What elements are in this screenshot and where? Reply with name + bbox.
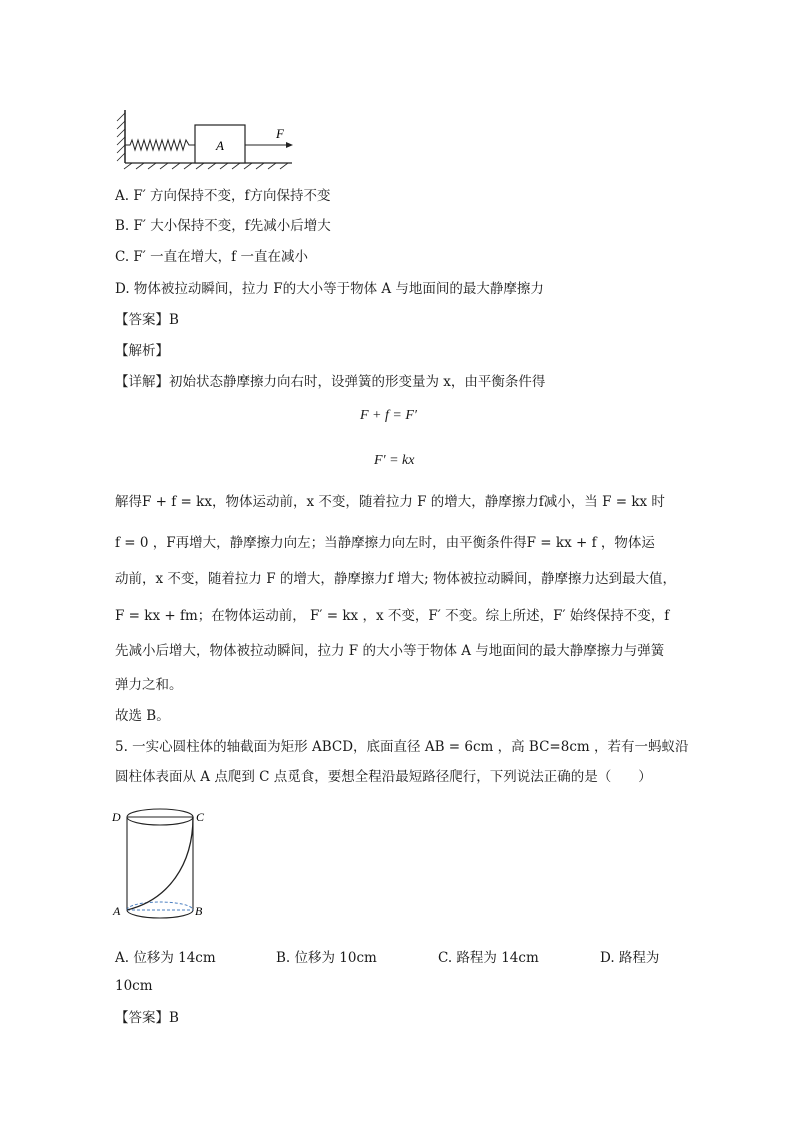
detail-para-5: 先减小后增大，物体被拉动瞬间，拉力 F 的大小等于物体 A 与地面间的最大静摩擦力与弹簧	[115, 643, 665, 659]
detail-para-3: 动前，x 不变，随着拉力 F 的增大，静摩擦力f 增大; 物体被拉动瞬间，静摩擦力达到最大值，	[115, 571, 676, 587]
option-a: A. F′ 方向保持不变，f方向保持不变	[115, 188, 331, 204]
answer-label: 【答案】B	[115, 312, 179, 328]
equation-2: F′ = kx	[374, 453, 415, 468]
detail-para-2: f = 0 ，F再增大，静摩擦力向左；当静摩擦力向左时，由平衡条件得F = kx + f ，物体运	[115, 535, 655, 551]
choice-conclusion: 故选 B。	[115, 708, 170, 724]
label-c: C	[196, 810, 205, 824]
option-b: B. F′ 大小保持不变，f先减小后增大	[115, 218, 331, 234]
question-5-line-2: 圆柱体表面从 A 点爬到 C 点觅食，要想全程沿最短路径爬行，下列说法正确的是（ ）	[115, 769, 652, 785]
label-d: D	[112, 810, 121, 824]
spring	[125, 140, 195, 150]
q5-option-c: C. 路程为 14cm	[438, 950, 539, 966]
label-b: B	[195, 904, 203, 918]
force-label: F	[276, 126, 284, 141]
analysis-label: 【解析】	[115, 343, 169, 359]
q5-option-d: D. 路程为	[600, 950, 660, 966]
detail-para-1: 解得F + f = kx，物体运动前，x 不变，随着拉力 F 的增大，静摩擦力f减小，当 F = kx 时	[115, 494, 665, 510]
equation-1: F + f = F′	[360, 408, 417, 423]
label-a: A	[113, 904, 121, 918]
q5-option-b: B. 位移为 10cm	[276, 950, 377, 966]
q5-option-d-cont: 10cm	[115, 978, 153, 994]
option-d: D. 物体被拉动瞬间，拉力 F的大小等于物体 A 与地面间的最大静摩擦力	[115, 281, 544, 297]
detail-para-4: F = kx + fm；在物体运动前， F′ = kx ，x 不变，F′ 不变。综上所述，F′ 始终保持不变，f	[115, 608, 670, 624]
option-c: C. F′ 一直在增大，f 一直在减小	[115, 249, 308, 265]
question-5-line-1: 5. 一实心圆柱体的轴截面为矩形 ABCD，底面直径 AB = 6cm ，高 BC=8cm ，若有一蚂蚁沿	[115, 739, 689, 755]
answer-label-2: 【答案】B	[115, 1010, 179, 1026]
ant-path	[127, 817, 193, 910]
spring-block-figure	[110, 105, 300, 170]
block-label: A	[216, 138, 224, 153]
detail-line-1: 【详解】初始状态静摩擦力向右时，设弹簧的形变量为 x，由平衡条件得	[115, 374, 546, 390]
cylinder-figure	[108, 805, 218, 925]
q5-option-a: A. 位移为 14cm	[115, 950, 216, 966]
detail-para-6: 弹力之和。	[115, 677, 183, 693]
